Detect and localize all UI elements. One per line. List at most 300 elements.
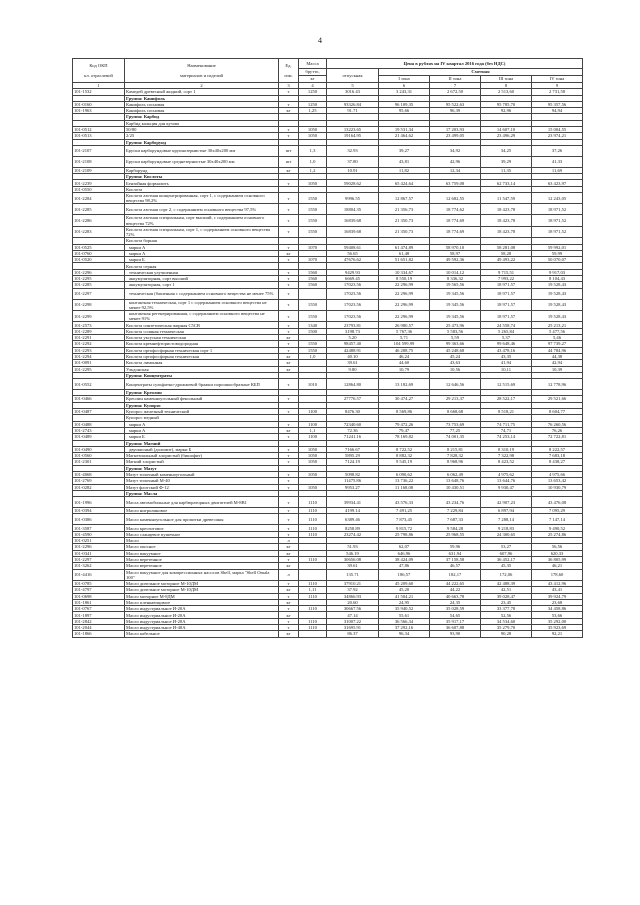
row-code: 101-2291 <box>73 335 125 341</box>
row-zone-2-price: 17 203,93 <box>430 126 481 132</box>
row-zone-1-price: 9 815,72 <box>379 525 430 531</box>
row-zone-1-price: 25 798,86 <box>379 531 430 537</box>
row-zone-3-price: 18 971,57 <box>481 282 532 288</box>
row-release-price: 93326.84 <box>327 101 379 107</box>
row-zone-1-price: 41 504,21 <box>379 593 430 599</box>
row-zone-1-price: 61 474,89 <box>379 244 430 250</box>
row-zone-1-price: 38 424,09 <box>379 556 430 562</box>
row-name: Масло пленкающимое <box>125 599 279 605</box>
row-release-price: 86.37 <box>327 631 379 637</box>
row-release-price: 16839.68 <box>327 226 379 237</box>
row-zone-4-price: 59 992,01 <box>532 244 583 250</box>
row-name: Купорос медный <box>125 415 279 421</box>
table-row <box>73 631 583 637</box>
row-zone-4-price: 92,21 <box>532 631 583 637</box>
row-unit: т <box>279 269 299 275</box>
row-unit: кг <box>279 250 299 256</box>
row-mass: 1050 <box>299 472 327 478</box>
row-zone-4-price: 23,68 <box>532 599 583 605</box>
row-code: 101-2301 <box>73 459 125 465</box>
row-zone-3-price: 43,35 <box>481 353 532 359</box>
row-unit: т <box>279 341 299 347</box>
row-zone-4-price: 94,94 <box>532 108 583 114</box>
row-name: Ульдонская <box>125 366 279 372</box>
table-row <box>73 204 583 215</box>
row-unit: т <box>279 299 299 310</box>
row-zone-1-price: 37 292,16 <box>379 625 430 631</box>
row-zone-4-price: 5,46 <box>532 335 583 341</box>
row-zone-1-price: 3 243,31 <box>379 89 430 95</box>
row-zone-3-price: 24 558,74 <box>481 322 532 328</box>
row-release-price: 17023.56 <box>327 299 379 310</box>
row-release-price: 59408.61 <box>327 244 379 250</box>
row-zone-2-price: 19 565,56 <box>430 282 481 288</box>
table-row <box>73 514 583 525</box>
row-zone-2-price: 5,59 <box>430 335 481 341</box>
row-code: 101-0560 <box>73 453 125 459</box>
row-zone-4-price: 50 070,07 <box>532 257 583 263</box>
row-name: Кислота соляная техническая <box>125 328 279 334</box>
row-zone-3-price: 7 288,14 <box>481 514 532 525</box>
row-name: 2/25 <box>125 133 279 139</box>
row-release-price: 39.61 <box>327 360 379 366</box>
row-mass: 1050 <box>299 180 327 186</box>
row-zone-2-price: 25 473,96 <box>430 322 481 328</box>
row-zone-1-price: 186,57 <box>379 569 430 580</box>
row-code: 101-0520 <box>73 257 125 263</box>
row-code: 101-0525 <box>73 244 125 250</box>
row-unit: т <box>279 347 299 353</box>
row-name: Масло креозотовое <box>125 525 279 531</box>
row-release-price: 30667.56 <box>327 606 379 612</box>
row-release-price: 31695.91 <box>327 625 379 631</box>
row-zone-4-price: 11,69 <box>532 167 583 173</box>
row-code: 101-0251 <box>73 538 125 544</box>
row-zone-3-price: 6 897,94 <box>481 508 532 514</box>
row-name: марки А <box>125 427 279 433</box>
row-code: 101-4068 <box>73 472 125 478</box>
row-name: Кислота азотная специальная, сорт 1, с содержанием основного вещества 72% <box>125 226 279 237</box>
row-unit: кг <box>279 108 299 114</box>
row-code: 101-0466 <box>73 396 125 402</box>
row-release-price: 13223.65 <box>327 126 379 132</box>
row-release-price: 3016.43 <box>327 89 379 95</box>
row-unit: т <box>279 311 299 322</box>
row-unit: т <box>279 379 299 390</box>
row-code: 101-4416 <box>73 569 125 580</box>
row-zone-4-price: 43,41 <box>532 587 583 593</box>
row-name: Масло веретенное <box>125 556 279 562</box>
row-zone-3-price: 607,96 <box>481 550 532 556</box>
row-zone-2-price: 18 774,69 <box>430 215 481 226</box>
row-zone-4-price: 18 971,52 <box>532 215 583 226</box>
row-name: Креолин каменноугольный фенольный <box>125 396 279 402</box>
row-unit: т <box>279 593 299 599</box>
row-name: Бруски карборундовые крупнозернистые 30х40х200 мм <box>125 145 279 156</box>
row-zone-3-price: 11,35 <box>481 167 532 173</box>
row-code: 101-4797 <box>73 587 125 593</box>
row-release-price: 135.71 <box>327 569 379 580</box>
row-zone-1-price: 43 576,33 <box>379 497 430 508</box>
row-zone-3-price: 10,11 <box>481 366 532 372</box>
row-name: контактная техническая, сорт 1 с содержанием основного вещества не менее 92,5% <box>125 299 279 310</box>
row-zone-2-price: 73 753,69 <box>430 421 481 427</box>
row-zone-3-price: 42 488,39 <box>481 580 532 586</box>
row-code: 101-2284 <box>73 193 125 204</box>
row-release-price: 11475.86 <box>327 478 379 484</box>
row-mass: 1110 <box>299 525 327 531</box>
table-row <box>73 299 583 310</box>
row-zone-1-price: 5,71 <box>379 335 430 341</box>
row-zone-2-price: 44,22 <box>430 587 481 593</box>
row-name: Кислота синтетическая жирная С5СВ <box>125 322 279 328</box>
row-zone-3-price: 58,28 <box>481 250 532 256</box>
row-release-price: 17023.56 <box>327 311 379 322</box>
row-zone-2-price: 7 229,84 <box>430 508 481 514</box>
row-zone-2-price: 182,17 <box>430 569 481 580</box>
row-zone-4-price: 19 528,43 <box>532 311 583 322</box>
row-zone-4-price: 7 095,29 <box>532 508 583 514</box>
row-unit: т <box>279 89 299 95</box>
row-zone-2-price: 6 062,49 <box>430 472 481 478</box>
row-zone-4-price: 29 521,66 <box>532 396 583 402</box>
row-zone-4-price: 35 292,00 <box>532 618 583 624</box>
row-code: 101-1866 <box>73 631 125 637</box>
row-code: 101-2296 <box>73 544 125 550</box>
row-zone-1-price: 24,95 <box>379 599 430 605</box>
header-release: отпускная <box>327 69 379 83</box>
row-zone-3-price: 2 513,60 <box>481 89 532 95</box>
row-release-price: 27776.57 <box>327 396 379 402</box>
row-mass: 1500 <box>299 328 327 334</box>
row-name: Кислота ортофосфорная техническая <box>125 353 279 359</box>
row-unit: т <box>279 497 299 508</box>
row-zone-4-price: 46,21 <box>532 563 583 569</box>
row-zone-2-price: 45 248,68 <box>430 347 481 353</box>
row-code: 101-0282 <box>73 484 125 490</box>
row-zone-3-price: 8 310,19 <box>481 446 532 452</box>
row-unit: т <box>279 446 299 452</box>
row-name: техническая улучшенная <box>125 269 279 275</box>
row-release-price: 39934.41 <box>327 497 379 508</box>
row-release-price: 40.10 <box>327 353 379 359</box>
row-code: 101-3587 <box>73 525 125 531</box>
row-zone-3-price: 39 028,47 <box>481 593 532 599</box>
row-name: контактная регенерированная, с содержанием основного вещества не менее 91% <box>125 311 279 322</box>
row-code: 101-2296 <box>73 269 125 275</box>
row-zone-4-price: 44,38 <box>532 353 583 359</box>
row-mass: 1110 <box>299 593 327 599</box>
row-release-price: 5098.82 <box>327 472 379 478</box>
row-name: Группа: Мазут <box>125 465 279 471</box>
row-unit: т <box>279 453 299 459</box>
row-zone-4-price: 76,26 <box>532 427 583 433</box>
row-zone-2-price: 9 584,28 <box>430 525 481 531</box>
table-row <box>73 193 583 204</box>
row-zone-3-price: 74 253,14 <box>481 434 532 440</box>
row-zone-2-price: 10,56 <box>430 366 481 372</box>
row-zone-1-price: 10 334,67 <box>379 269 430 275</box>
row-name: Кислота кремнефтористоводородная <box>125 341 279 347</box>
row-mass: 1110 <box>299 531 327 537</box>
row-release-price: 16839.68 <box>327 215 379 226</box>
row-unit: т <box>279 126 299 132</box>
row-code: 101-1532 <box>73 89 125 95</box>
row-release-price: 51.93 <box>327 544 379 550</box>
row-zone-1-price: 9 545,19 <box>379 459 430 465</box>
row-code: 101-2283 <box>73 226 125 237</box>
row-zone-3-price: 33 377,78 <box>481 606 532 612</box>
row-code: 101-2297 <box>73 556 125 562</box>
row-zone-1-price: 96,34 <box>379 631 430 637</box>
row-release-price: 6669.45 <box>327 276 379 282</box>
column-number: 4 <box>299 83 327 89</box>
row-code: 101-0394 <box>73 508 125 514</box>
row-zone-2-price: 77,25 <box>430 427 481 433</box>
row-zone-3-price: 74,71 <box>481 427 532 433</box>
row-mass: 1550 <box>299 341 327 347</box>
row-name: Кислота азотная специальная, сорт высший, с содержанием основного вещества 72% <box>125 215 279 226</box>
row-zone-3-price: 18 423,78 <box>481 215 532 226</box>
row-code: 101-1996 <box>73 497 125 508</box>
header-name: Наименование материалов и изделий <box>125 59 279 83</box>
row-zone-1-price: 79,47 <box>379 427 430 433</box>
row-mass: 1050 <box>299 453 327 459</box>
row-zone-2-price: 8 215,81 <box>430 446 481 452</box>
row-zone-3-price: 41,94 <box>481 360 532 366</box>
row-zone-4-price: 35 923,69 <box>532 625 583 631</box>
row-release-price: 7166.67 <box>327 446 379 452</box>
row-zone-3-price: 43 478,16 <box>481 347 532 353</box>
row-code: 101-2292 <box>73 341 125 347</box>
row-zone-2-price: 95 522,63 <box>430 101 481 107</box>
row-name: техническая (башенная с содержанием основного вещества не менее 75% <box>125 288 279 299</box>
row-name: Кислота лимонная <box>125 360 279 366</box>
row-code: 101-2285 <box>73 282 125 288</box>
table-row <box>73 226 583 237</box>
row-release-price: 37910.21 <box>327 580 379 586</box>
row-code: 101-2239 <box>73 180 125 186</box>
row-zone-3-price: 58 281,08 <box>481 244 532 250</box>
row-unit: кг <box>279 563 299 569</box>
row-zone-3-price: 99 648,46 <box>481 341 532 347</box>
row-unit: т <box>279 459 299 465</box>
row-name: Группа: Концентраты <box>125 372 279 378</box>
row-zone-1-price: 11 168,08 <box>379 484 430 490</box>
row-unit: кг <box>279 544 299 550</box>
row-mass: 1070 <box>299 257 327 263</box>
row-zone-2-price: 631,94 <box>430 550 481 556</box>
table-row <box>73 311 583 322</box>
row-zone-3-price: 8 518,21 <box>481 409 532 415</box>
price-table-wrapper <box>72 58 582 638</box>
row-code: 101-0489 <box>73 434 125 440</box>
header-code: Код ОКП кл. отраслевой <box>73 59 125 83</box>
row-zone-2-price: 12 646,56 <box>430 379 481 390</box>
row-name: Группа: Канифоль <box>125 95 279 101</box>
row-zone-1-price: 22 296,99 <box>379 288 430 299</box>
row-zone-4-price: 72 722,81 <box>532 434 583 440</box>
row-zone-3-price: 42 907,23 <box>481 497 532 508</box>
row-mass <box>299 288 327 299</box>
row-name: марки А <box>125 421 279 427</box>
row-name: Группа: Карбид <box>125 114 279 120</box>
row-zone-3-price: 45,35 <box>481 563 532 569</box>
row-unit: т <box>279 514 299 525</box>
row-mass: 1100 <box>299 421 327 427</box>
row-zone-4-price: 43 412,96 <box>532 580 583 586</box>
row-code: 101-0760 <box>73 250 125 256</box>
row-mass: 1,11 <box>299 587 327 593</box>
row-zone-1-price: 43,81 <box>379 156 430 167</box>
header-prices-title: Цена в рублях на IV квартал 2016 года (без НДС) <box>327 59 583 69</box>
row-zone-3-price: 23,45 <box>481 599 532 605</box>
row-release-price: 17023.56 <box>327 288 379 299</box>
row-zone-1-price: 11,82 <box>379 167 430 173</box>
row-mass: 1,3 <box>299 145 327 156</box>
row-zone-1-price: 26 980,57 <box>379 322 430 328</box>
row-mass: 1010 <box>299 379 327 390</box>
row-release-price: 34866.93 <box>327 593 379 599</box>
row-unit: кг <box>279 427 299 433</box>
row-zone-1-price: 8 550,19 <box>379 276 430 282</box>
row-name: Магнезиальный хлористый (бишофит) <box>125 453 279 459</box>
row-zone-2-price: 42,96 <box>430 156 481 167</box>
row-mass: 1110 <box>299 618 327 624</box>
row-zone-2-price: 43,63 <box>430 360 481 366</box>
row-zone-4-price: 178,60 <box>532 569 583 580</box>
row-zone-3-price: 35 279,70 <box>481 625 532 631</box>
row-release-price: 37.80 <box>327 156 379 167</box>
row-zone-1-price: 21 350,73 <box>379 215 430 226</box>
row-release-price: 8476.30 <box>327 409 379 415</box>
row-code: 101-0512 <box>73 126 125 132</box>
row-name: Концентраты сульфитно-дрожжевой бражки порошкообразные КБП <box>125 379 279 390</box>
row-release-price: 32.93 <box>327 145 379 156</box>
column-number: 2 <box>125 83 279 89</box>
row-release-price: 5.20 <box>327 335 379 341</box>
row-release-price: 23793.81 <box>327 322 379 328</box>
row-zone-4-price: 59,99 <box>532 250 583 256</box>
row-release-price: 20.60 <box>327 599 379 605</box>
column-number: 7 <box>430 83 481 89</box>
row-zone-2-price: 36 607,88 <box>430 625 481 631</box>
row-mass: 1110 <box>299 606 327 612</box>
header-mass-sub: брутто, <box>299 69 327 76</box>
row-mass: 1110 <box>299 625 327 631</box>
row-release-price: 39.61 <box>327 563 379 569</box>
row-mass: 1100 <box>299 409 327 415</box>
row-release-price: 59028.62 <box>327 180 379 186</box>
row-name: Масло вакуумное для компрессионных насосов Shell, марка "Shell Omala 100" <box>125 569 279 580</box>
row-zone-4-price: 18 971,52 <box>532 226 583 237</box>
row-name: Масло нигролиновое <box>125 508 279 514</box>
row-release-price: 4199.14 <box>327 508 379 514</box>
row-release-price: 9.80 <box>327 366 379 372</box>
row-zone-4-price: 63 423,97 <box>532 180 583 186</box>
row-unit: т <box>279 204 299 215</box>
row-zone-4-price: 7 147,14 <box>532 514 583 525</box>
row-zone-2-price: 37 158,58 <box>430 556 481 562</box>
row-zone-4-price: 15 004,55 <box>532 126 583 132</box>
row-unit: кг <box>279 550 299 556</box>
row-zone-4-price: 42,94 <box>532 360 583 366</box>
row-zone-1-price: 19 531,34 <box>379 126 430 132</box>
row-zone-1-price: 7 491,25 <box>379 508 430 514</box>
row-release-price: 9953.27 <box>327 484 379 490</box>
row-zone-2-price: 99 363,66 <box>430 341 481 347</box>
row-zone-3-price: 90,28 <box>481 631 532 637</box>
row-unit: т <box>279 525 299 531</box>
row-zone-3-price: 24 300,65 <box>481 531 532 537</box>
row-zone-2-price: 96,39 <box>430 108 481 114</box>
row-code: 101-2297 <box>73 288 125 299</box>
row-unit: т <box>279 257 299 263</box>
row-zone-1-price: 8 722,52 <box>379 446 430 452</box>
row-code: 101-2044 <box>73 625 125 631</box>
row-mass: 1070 <box>299 244 327 250</box>
row-code: 101-1963 <box>73 108 125 114</box>
row-unit: т <box>279 282 299 288</box>
row-name: марки А <box>125 244 279 250</box>
row-zone-4-price: 25 213,21 <box>532 322 583 328</box>
table-row <box>73 379 583 390</box>
row-name: Масло индустриальное И-20А <box>125 612 279 618</box>
row-zone-3-price: 18 423,78 <box>481 204 532 215</box>
row-release-price: 9429.93 <box>327 269 379 275</box>
row-zone-1-price: 13 182,69 <box>379 379 430 390</box>
row-zone-4-price: 43 476,08 <box>532 497 583 508</box>
row-code: 101-2299 <box>73 311 125 322</box>
row-name: Канифоль сосновая <box>125 101 279 107</box>
row-unit: т <box>279 618 299 624</box>
row-zone-4-price: 25 274,86 <box>532 531 583 537</box>
row-zone-2-price: 12 682,55 <box>430 193 481 204</box>
row-zone-1-price: 46,24 <box>379 353 430 359</box>
row-code: 101-0513 <box>73 133 125 139</box>
row-zone-2-price: 43 234,76 <box>430 497 481 508</box>
row-zone-3-price: 9 930,47 <box>481 484 532 490</box>
row-unit: т <box>279 322 299 328</box>
row-name: 50/80 <box>125 126 279 132</box>
row-zone-2-price: 34,92 <box>430 145 481 156</box>
row-zone-1-price: 8 882,32 <box>379 453 430 459</box>
header-mass: Масса <box>299 59 327 69</box>
row-mass: 1,25 <box>299 108 327 114</box>
row-mass: 1050 <box>299 484 327 490</box>
row-mass: 1550 <box>299 204 327 215</box>
column-number: 8 <box>481 83 532 89</box>
row-name: Группа: Кислоты <box>125 174 279 180</box>
row-zone-1-price: 5 767,36 <box>379 328 430 334</box>
table-row <box>73 215 583 226</box>
row-zone-2-price: 63 759,08 <box>430 180 481 186</box>
row-name: Группа: Магний <box>125 440 279 446</box>
row-zone-4-price: 44 784,96 <box>532 347 583 353</box>
row-zone-3-price: 18 423,78 <box>481 226 532 237</box>
row-zone-1-price: 39,27 <box>379 145 430 156</box>
row-release-price: 47.14 <box>327 612 379 618</box>
row-zone-4-price: 37,26 <box>532 145 583 156</box>
row-code: 101-2842 <box>73 618 125 624</box>
row-zone-4-price: 34 458,86 <box>532 606 583 612</box>
row-zone-4-price: 19 528,43 <box>532 299 583 310</box>
row-release-price: 7124.19 <box>327 459 379 465</box>
row-release-price: 30656.08 <box>327 556 379 562</box>
row-zone-4-price: 8 104,43 <box>532 276 583 282</box>
row-code: 101-0785 <box>73 580 125 586</box>
row-zone-2-price: 5 583,56 <box>430 328 481 334</box>
